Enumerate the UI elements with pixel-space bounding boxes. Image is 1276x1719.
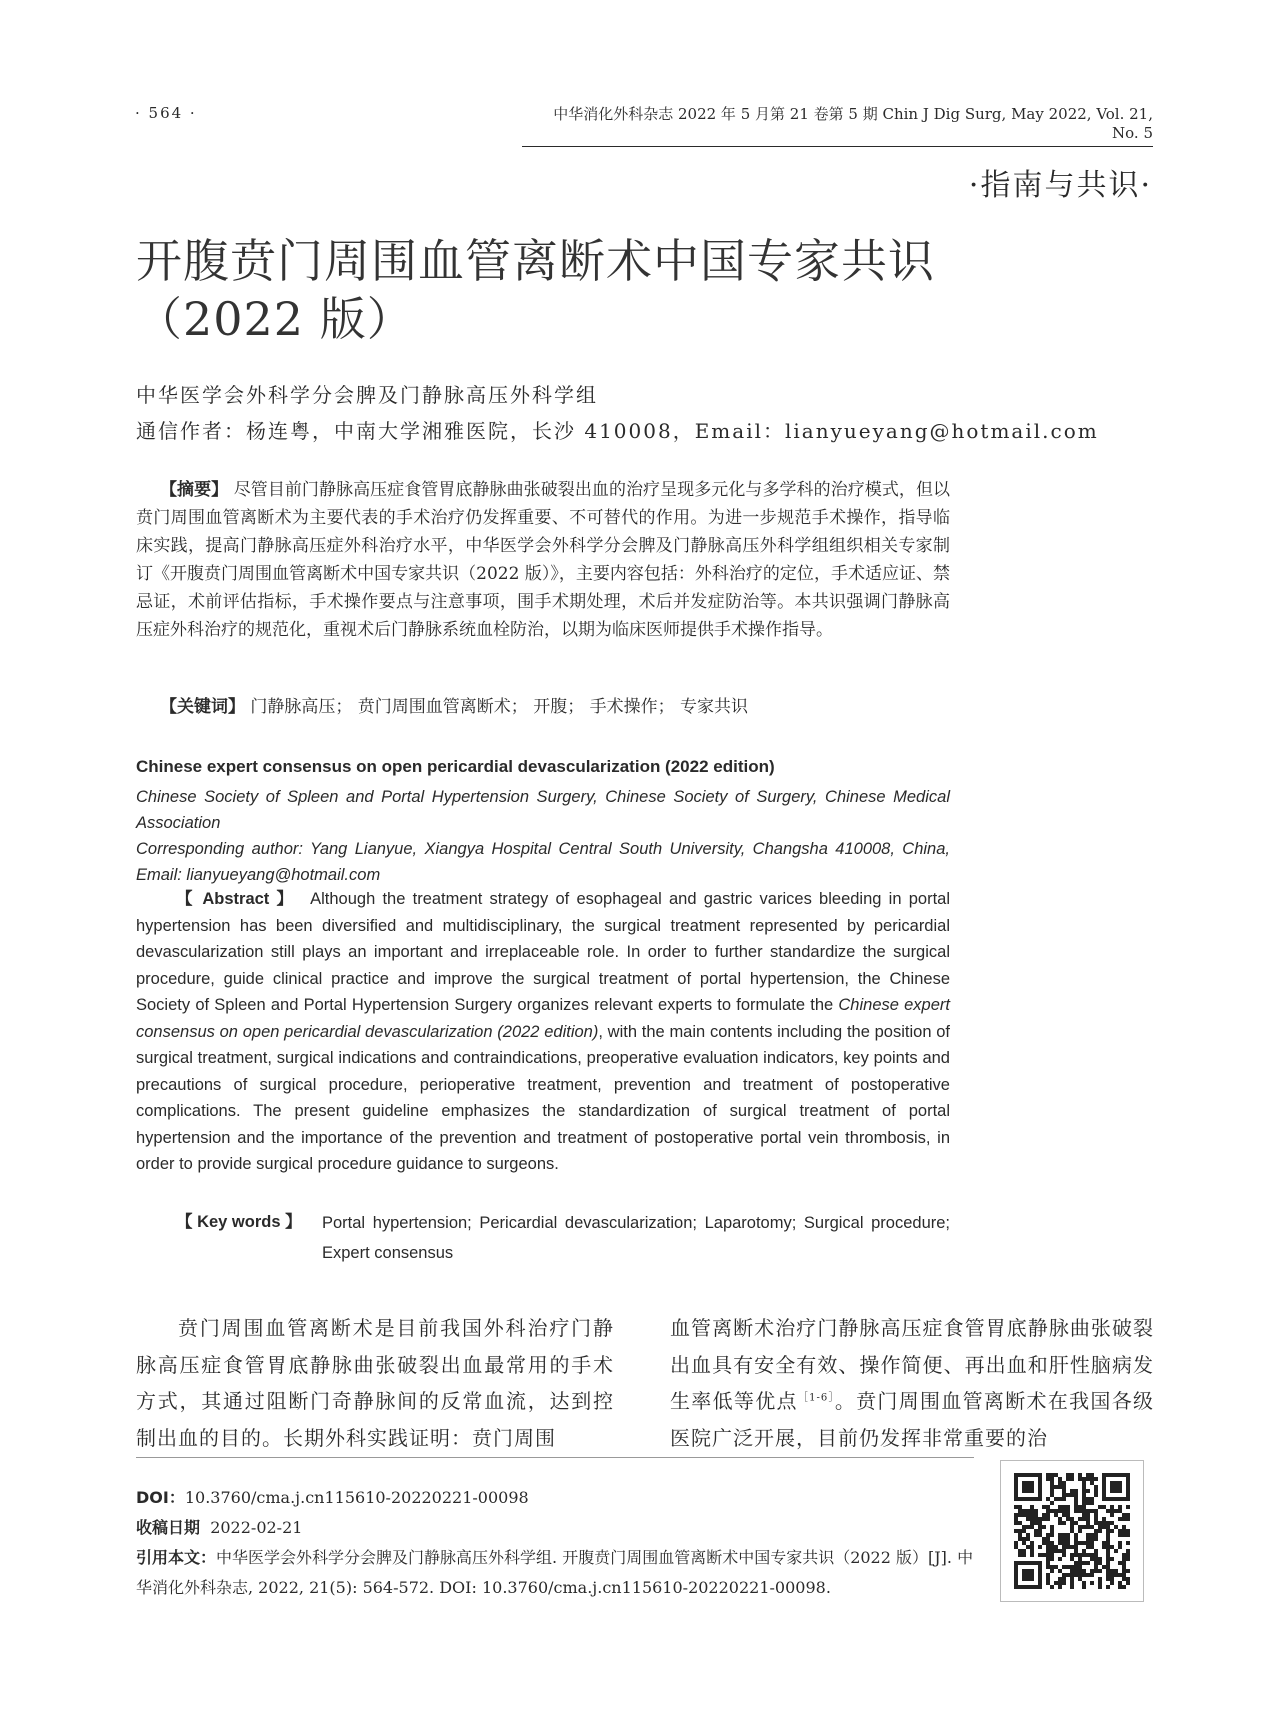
body-right-b: 。贲门周围血管离断术在我国各级医院广泛开展，目前仍发挥非常重要的治 bbox=[670, 1389, 1155, 1450]
english-abstract-p1: Although the treatment strategy of esophageal and gastric varices bleeding in portal hypertension has been diversified and multidisciplinary, the surgical treatment represented by pericardial devascularization still plays an important and irreplaceable role. In order to further standardize the surgical procedure, guide clinical practice and improve the surgical treatment of portal hypertension, the Chinese Society of Spleen and Portal Hypertension Surgery organizes relevant experts to formulate the bbox=[136, 890, 950, 1014]
title-line-2: （2022 版） bbox=[136, 292, 414, 346]
citation-ref: ［1-6］ bbox=[797, 1392, 835, 1404]
keywords-text: 门静脉高压； 贲门周围血管离断术； 开腹； 手术操作； 专家共识 bbox=[250, 697, 749, 717]
cite-line bbox=[136, 1543, 974, 1603]
page-number: · 564 · bbox=[135, 104, 197, 122]
doi-link[interactable]: 10.3760/cma.j.cn115610-20220221-00098 bbox=[184, 1488, 529, 1507]
received-line bbox=[136, 1513, 974, 1543]
title-line-1: 开腹贲门周围血管离断术中国专家共识 bbox=[136, 234, 935, 288]
author-group: 中华医学会外科学分会脾及门静脉高压外科学组 bbox=[136, 383, 598, 407]
abstract-label: 【摘要】 bbox=[160, 480, 229, 500]
footnote-block bbox=[136, 1483, 974, 1603]
keywords-label: 【关键词】 bbox=[160, 697, 245, 717]
english-keywords-label: 【 Key words 】 bbox=[176, 1213, 302, 1231]
body-text-left: 贲门周围血管离断术是目前我国外科治疗门静脉高压症食管胃底静脉曲张破裂出血最常用的手术方式，其通过阻断门奇静脉间的反常血流，达到控制出血的目的。长期外科实践证明：贲门周围 bbox=[136, 1316, 614, 1450]
doi-label: DOI： bbox=[136, 1488, 185, 1507]
english-corresponding: Corresponding author: Yang Lianyue, Xiangya Hospital Central South University, Changsha 410008, China, Email: lianyueyang@hotmail.com bbox=[136, 840, 950, 884]
chinese-keywords bbox=[160, 692, 748, 717]
english-abstract-label: 【 Abstract 】 bbox=[176, 890, 296, 908]
corresponding-author: 通信作者：杨连粤，中南大学湘雅医院，长沙 410008，Email：lianyueyang@hotmail.com bbox=[136, 419, 1099, 443]
english-abstract bbox=[136, 886, 950, 1178]
english-title: Chinese expert consensus on open pericardial devascularization (2022 edition) bbox=[136, 757, 775, 776]
received-date: 2022-02-21 bbox=[210, 1518, 303, 1537]
cite-text: 中华医学会外科学分会脾及门静脉高压外科学组. 开腹贲门周围血管离断术中国专家共识（2022 版）[J]. 中华消化外科杂志, 2022, 21(5): 564-572. DOI: 10.3760/cma.j.cn115610-20220221-00098. bbox=[136, 1548, 974, 1597]
received-label: 收稿日期 bbox=[136, 1518, 201, 1537]
body-right-a: 血管离断术治疗门静脉高压症食管胃底静脉曲张破裂出血具有安全有效、操作简便、再出血和肝性脑病发生率低等优点 bbox=[670, 1316, 1154, 1413]
english-affiliation bbox=[136, 784, 950, 888]
english-abstract-p2: , with the main contents including the position of surgical treatment, surgical indications and contraindications, preoperative evaluation indicators, key points and precautions of surgical procedure, perioperative treatment, prevention and treatment of postoperative complications. The present guideline emphasizes the standardization of surgical treatment of portal hypertension and the importance of the prevention and treatment of postoperative portal vein thrombosis, in order to provide surgical procedure guidance to surgeons. bbox=[136, 1022, 950, 1173]
qr-code-icon[interactable] bbox=[1000, 1460, 1144, 1602]
chinese-abstract bbox=[136, 476, 950, 644]
column-label: ·指南与共识· bbox=[968, 168, 1152, 203]
english-abstract-italic: Chinese expert consensus on open pericardial devascularization (2022 edition) bbox=[136, 996, 950, 1041]
journal-header: 中华消化外科杂志 2022 年 5 月第 21 卷第 5 期 Chin J Dig Surg, May 2022, Vol. 21, No. 5 bbox=[522, 103, 1153, 147]
author-block bbox=[136, 377, 1099, 449]
footnote-divider bbox=[136, 1457, 974, 1458]
abstract-text: 尽管目前门静脉高压症食管胃底静脉曲张破裂出血的治疗呈现多元化与多学科的治疗模式，但以贲门周围血管离断术为主要代表的手术治疗仍发挥重要、不可替代的作用。为进一步规范手术操作，指导临床实践，提高门静脉高压症外科治疗水平，中华医学会外科学分会脾及门静脉高压外科学组组织相关专家制订《开腹贲门周围血管离断术中国专家共识（2022 版）》，主要内容包括：外科治疗的定位，手术适应证、禁忌证，术前评估指标，手术操作要点与注意事项，围手术期处理，术后并发症防治等。本共识强调门静脉高压症外科治疗的规范化，重视术后门静脉系统血栓防治，以期为临床医师提供手术操作指导。 bbox=[136, 480, 951, 640]
cite-label: 引用本文： bbox=[136, 1548, 217, 1567]
doi-line bbox=[136, 1483, 974, 1513]
english-society: Chinese Society of Spleen and Portal Hypertension Surgery, Chinese Society of Surgery, Chinese Medical Association bbox=[136, 788, 950, 832]
body-text-right bbox=[670, 1310, 1154, 1456]
english-keywords: Portal hypertension; Pericardial devascularization; Laparotomy; Surgical procedure; Expert consensus bbox=[322, 1214, 950, 1262]
page-title bbox=[136, 232, 935, 348]
